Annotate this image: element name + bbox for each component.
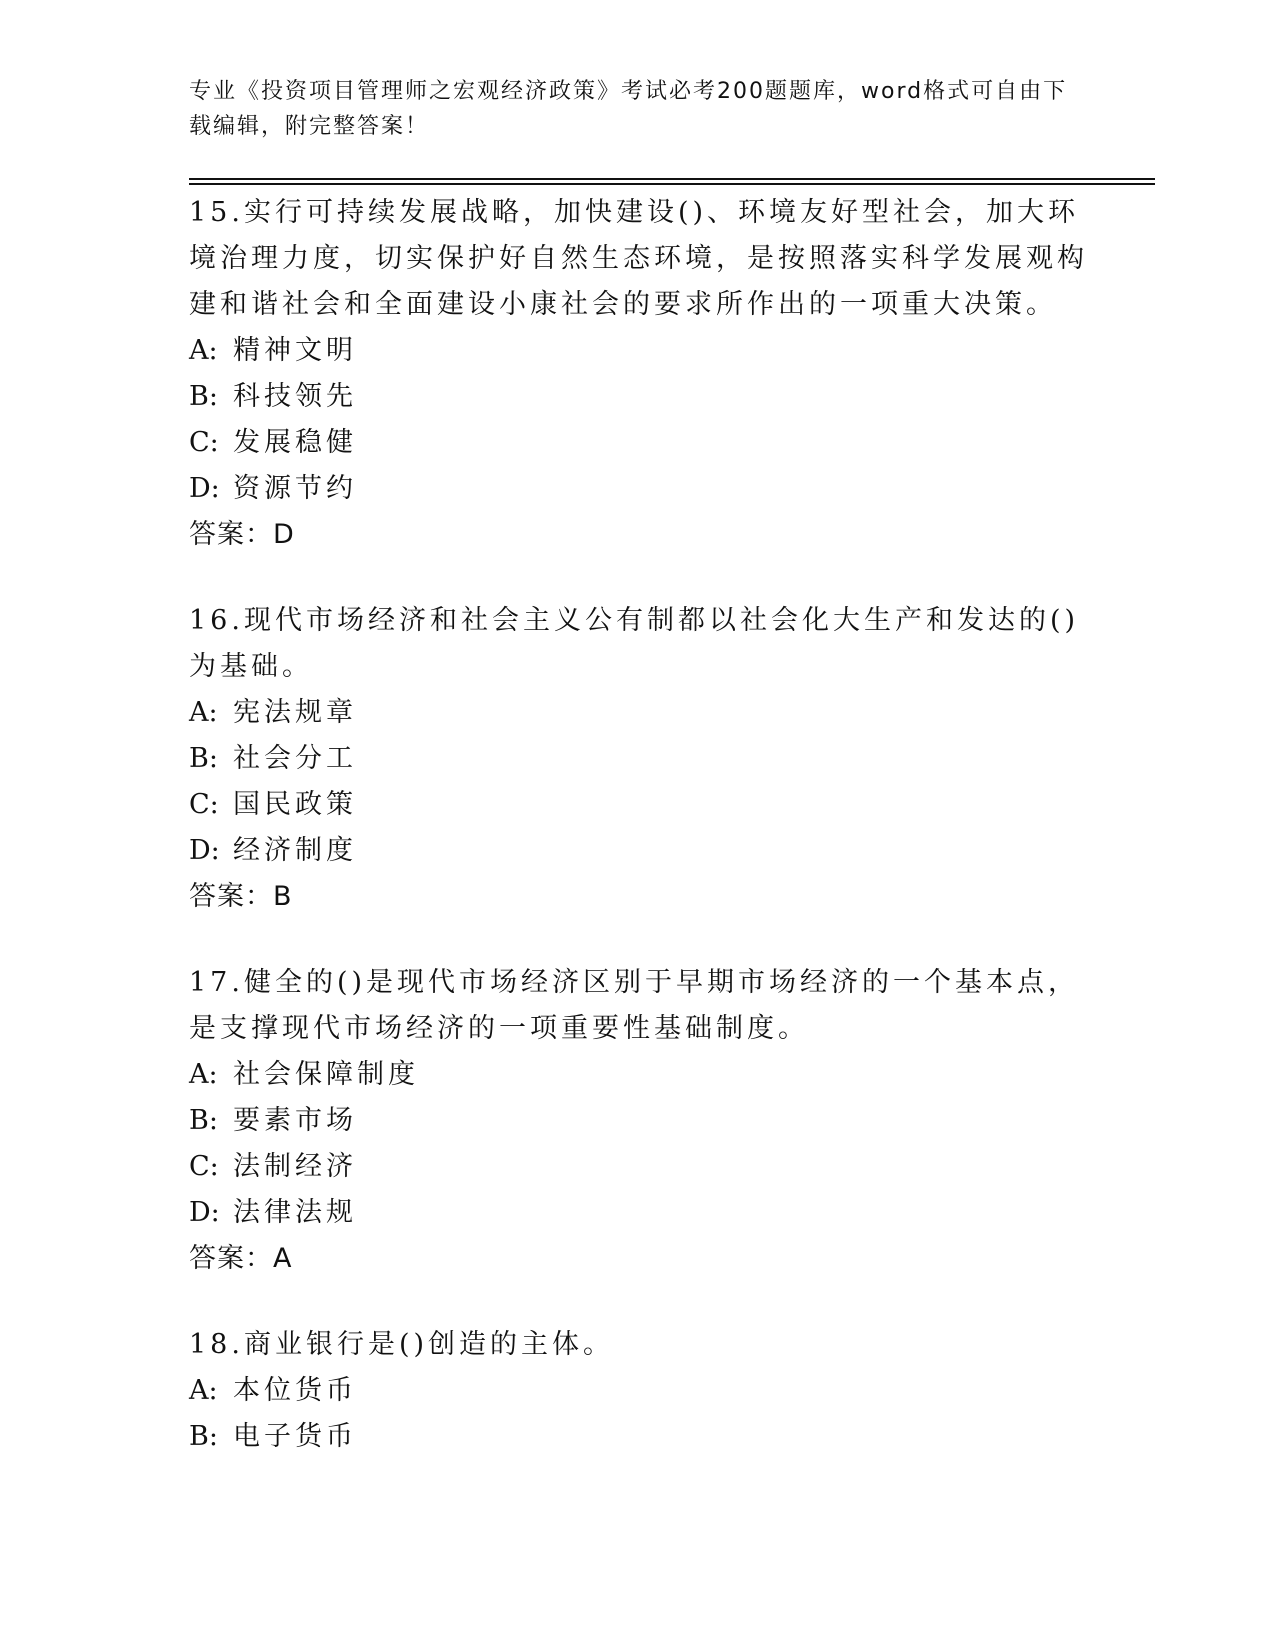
option-text: 要素市场: [233, 1105, 357, 1136]
question-stem: 18.商业银行是()创造的主体。: [189, 1329, 615, 1360]
question-17: [189, 960, 1089, 1282]
question-stem: 15.实行可持续发展战略，加快建设()、环境友好型社会，加大环境治理力度，切实保护好自然生态环境，是按照落实科学发展观构建和谐社会和全面建设小康社会的要求所作出的一项重大决策。: [189, 197, 1088, 320]
option-text: 精神文明: [233, 335, 357, 366]
option-text: 电子货币: [233, 1421, 357, 1452]
option-letter: B:: [189, 381, 218, 412]
question-18: [189, 1322, 1089, 1460]
option-c: [189, 1144, 1089, 1190]
option-letter: A:: [189, 335, 218, 366]
option-text: 资源节约: [233, 473, 357, 504]
option-a: [189, 1052, 1089, 1098]
option-c: [189, 420, 1089, 466]
option-a: [189, 1368, 1089, 1414]
answer-line: 答案：B: [189, 881, 293, 912]
option-text: 社会保障制度: [233, 1059, 419, 1090]
option-text: 经济制度: [233, 835, 357, 866]
question-15: [189, 190, 1089, 558]
question-spacer: [189, 920, 1089, 960]
option-a: [189, 690, 1089, 736]
option-c: [189, 782, 1089, 828]
option-text: 本位货币: [233, 1375, 357, 1406]
option-letter: C:: [189, 789, 219, 820]
question-stem: 17.健全的()是现代市场经济区别于早期市场经济的一个基本点，是支撑现代市场经济的一项重要性基础制度。: [189, 967, 1080, 1044]
option-d: [189, 466, 1089, 512]
option-b: [189, 1098, 1089, 1144]
option-text: 宪法规章: [233, 697, 357, 728]
question-list: [189, 190, 1089, 1460]
option-letter: C:: [189, 1151, 219, 1182]
header-divider-bottom: [189, 183, 1155, 185]
option-b: [189, 374, 1089, 420]
option-text: 法律法规: [233, 1197, 357, 1228]
option-d: [189, 1190, 1089, 1236]
option-b: [189, 1414, 1089, 1460]
option-text: 国民政策: [233, 789, 357, 820]
option-letter: A:: [189, 1375, 218, 1406]
question-stem: 16.现代市场经济和社会主义公有制都以社会化大生产和发达的()为基础。: [189, 605, 1080, 682]
question-spacer: [189, 558, 1089, 598]
option-letter: A:: [189, 697, 218, 728]
question-16: [189, 598, 1089, 920]
option-letter: C:: [189, 427, 219, 458]
header-divider-top: [189, 178, 1155, 180]
option-text: 法制经济: [233, 1151, 357, 1182]
option-letter: B:: [189, 1421, 218, 1452]
option-letter: B:: [189, 1105, 218, 1136]
answer-line: 答案：D: [189, 519, 295, 550]
option-text: 科技领先: [233, 381, 357, 412]
option-letter: D:: [189, 1197, 220, 1228]
option-text: 社会分工: [233, 743, 357, 774]
option-a: [189, 328, 1089, 374]
option-letter: D:: [189, 473, 220, 504]
option-b: [189, 736, 1089, 782]
option-letter: B:: [189, 743, 218, 774]
option-letter: D:: [189, 835, 220, 866]
option-text: 发展稳健: [233, 427, 357, 458]
answer-line: 答案：A: [189, 1243, 293, 1274]
option-d: [189, 828, 1089, 874]
document-header: 专业《投资项目管理师之宏观经济政策》考试必考200题题库，word格式可自由下载编辑，附完整答案！: [189, 79, 1068, 139]
question-spacer: [189, 1282, 1089, 1322]
option-letter: A:: [189, 1059, 218, 1090]
